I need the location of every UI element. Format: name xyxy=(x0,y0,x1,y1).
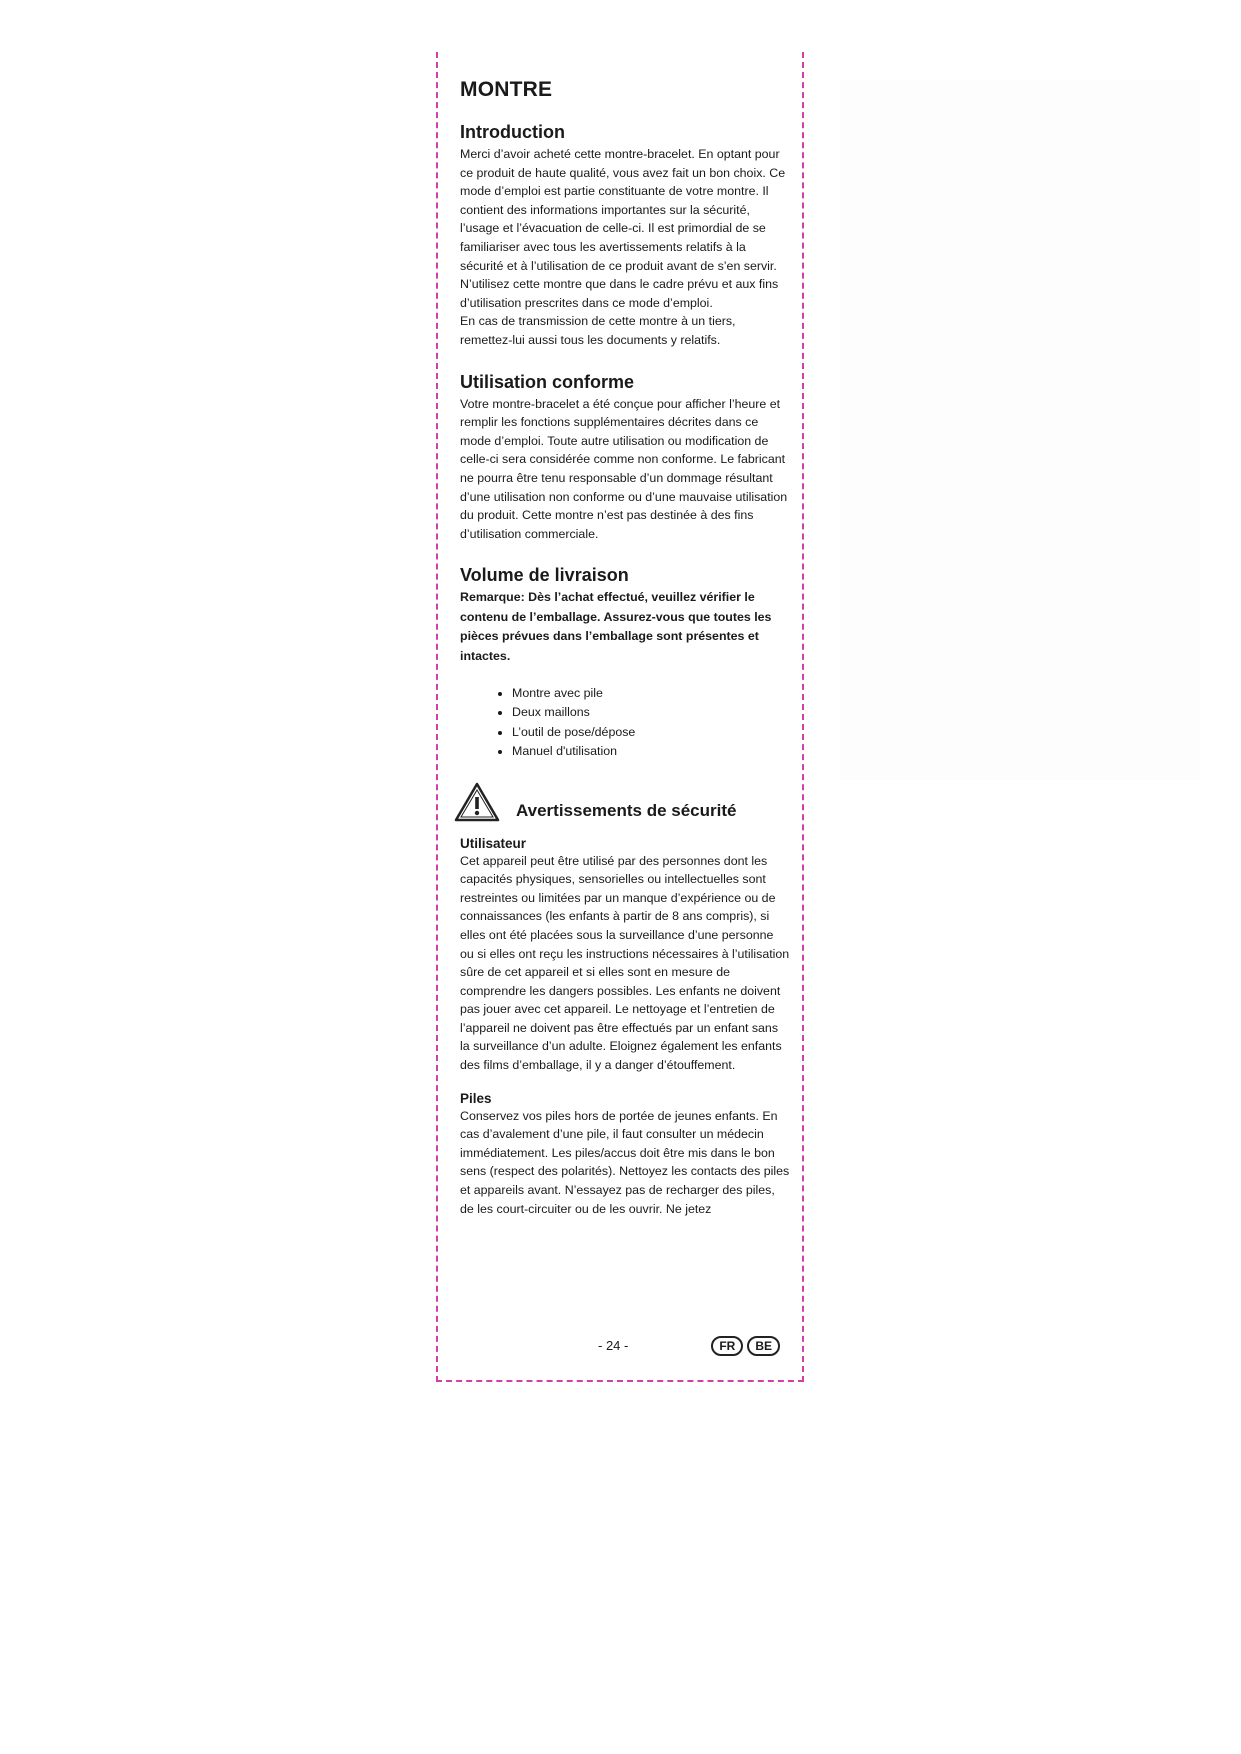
introduction-paragraph-1: Merci d’avoir acheté cette montre-bracelet. En optant pour ce produit de haute qualité, vous avez fait un bon choix. Ce mode d’emploi est partie constituante de votre montre. Il contient des informations importantes sur la sécurité, l’usage et l’évacuation de celle-ci. Il est primordial de se familiariser avec tous les avertissements relatifs à la sécurité et à l’utilisation de ce produit avant de s’en servir. N’utilisez cette montre que dans le cadre prévu et aux fins d’utilisation prescrites dans ce mode d’emploi. xyxy=(460,147,786,310)
document-title: MONTRE xyxy=(460,78,553,101)
country-badges xyxy=(711,1336,780,1356)
user-subheading: Utilisateur xyxy=(460,835,527,851)
background-ghost-page xyxy=(840,80,1200,780)
list-item: • Deux maillons xyxy=(512,703,790,722)
delivery-heading: Volume de livraison xyxy=(460,565,629,586)
usage-paragraph: Votre montre-bracelet a été conçue pour afficher l’heure et remplir les fonctions supplémentaires décrites dans ce mode d’emploi. Toute autre utilisation ou modification de celle-ci sera considérée comme non conforme. Le fabricant ne pourra être tenu responsable d’un dommage résultant d’une utilisation non conforme ou d’une mauvaise utilisation du produit. Cette montre n’est pas destinée à des fins d’utilisation commerciale. xyxy=(460,396,788,541)
page-footer xyxy=(460,1336,790,1358)
batteries-paragraph: Conservez vos piles hors de portée de jeunes enfants. En cas d’avalement d’une pile, il faut consulter un médecin immédiatement. Les piles/accus doit être mis dans le bon sens (respect des polarités). Nettoyez les contacts des piles et appareils avant. N’essayez pas de recharger des piles, de les court-circuiter ou de les ouvrir. Ne jetez xyxy=(460,1108,790,1216)
delivery-note: Remarque: Dès l’achat effectué, veuillez vérifier le contenu de l’emballage. Assurez-vous que toutes les pièces prévues dans l’emballage sont présentes et intactes. xyxy=(460,590,772,663)
user-paragraph: Cet appareil peut être utilisé par des personnes dont les capacités physiques, sensorielles ou intellectuelles sont restreintes ou limitées par un manque d’expérience ou de connaissances (les enfants à partir de 8 ans compris), si elles ont été placées sous la surveillance d’une personne ou si elles ont reçu les instructions nécessaires à l’utilisation sûre de cet appareil et si elles sont en mesure de comprendre les dangers possibles. Les enfants ne doivent pas jouer avec cet appareil. Le nettoyage et l’entretien de l’appareil ne doivent pas être effectués par un enfant sans la surveillance d’un adulte. Eloignez également les enfants des films d’emballage, il y a danger d’étouffement. xyxy=(460,853,790,1073)
country-badge-fr: FR xyxy=(711,1336,743,1356)
list-item: • L’outil de pose/dépose xyxy=(512,723,790,742)
safety-heading: Avertissements de sécurité xyxy=(516,800,737,820)
introduction-paragraph-2: En cas de transmission de cette montre à un tiers, remettez-lui aussi tous les documents y relatifs. xyxy=(460,314,736,347)
warning-triangle-icon xyxy=(454,782,500,822)
usage-heading: Utilisation conforme xyxy=(460,371,635,392)
page-number: - 24 - xyxy=(598,1338,629,1353)
introduction-heading: Introduction xyxy=(460,122,565,142)
list-item: • Manuel d'utilisation xyxy=(512,742,790,761)
page-content xyxy=(460,78,790,1218)
batteries-subheading: Piles xyxy=(460,1090,492,1106)
country-badge-be: BE xyxy=(747,1336,780,1356)
safety-heading-row xyxy=(454,782,790,822)
list-item: • Montre avec pile xyxy=(512,684,790,703)
delivery-items-list xyxy=(460,684,790,762)
